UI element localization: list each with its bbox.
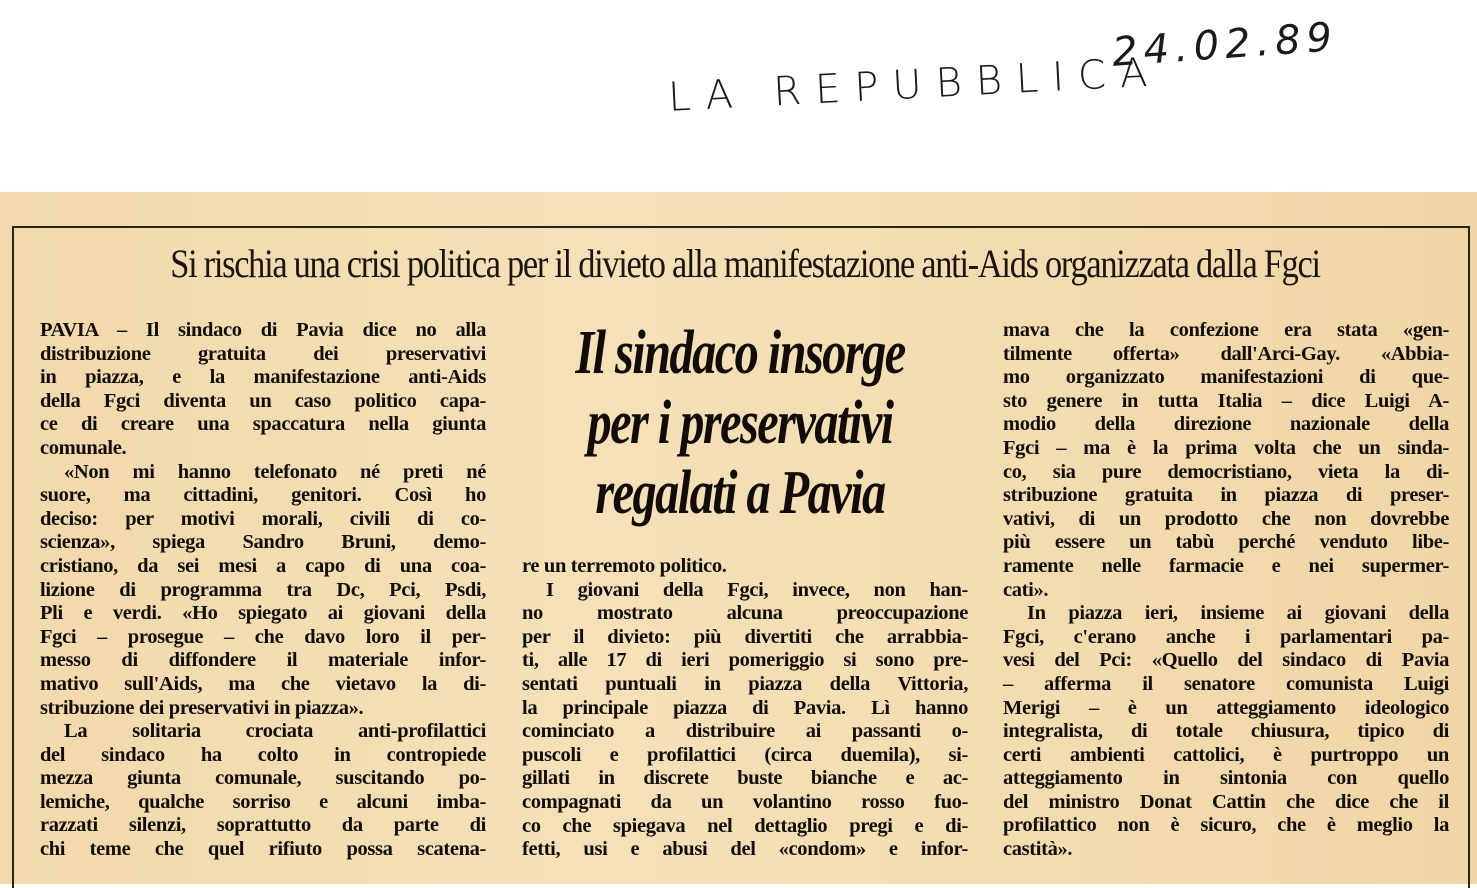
text-line: «Non mi hanno telefonato né preti né [64,460,486,483]
text-line: della Fgci diventa un caso politico capa- [40,389,486,412]
article-column-1 [40,319,486,862]
text-line: Fgci, c'erano anche i parlamentari pa- [1003,625,1449,648]
text-line: distribuzione gratuita dei preservativi [40,342,486,365]
text-line: Pli e verdi. «Ho spiegato ai giovani della [40,602,486,625]
text-line: – afferma il senatore comunista Luigi [1003,672,1449,695]
text-line: comunale. [40,436,127,459]
title-line: per i preservativi [587,389,893,457]
text-line: sentati puntuali in piazza della Vittoria, [522,672,968,695]
title-line: regalati a Pavia [595,459,885,527]
text-line: re un terremoto politico. [522,555,727,577]
text-line: mava che la confezione era stata «gen- [1003,319,1449,341]
text-line: suore, ma cittadini, genitori. Così ho [40,484,486,507]
text-line: I giovani della Fgci, invece, non han- [546,578,968,601]
text-line: cristiano, da sei mesi a capo di una coa- [40,554,486,577]
text-line: stribuzione gratuita in piazza di preser- [1003,484,1449,507]
text-line: cominciato a distribuire ai passanti o- [522,720,968,743]
text-line: sto genere in tutta Italia – dice Luigi A- [1003,389,1449,412]
text-line: razzati silenzi, soprattutto da parte di [40,814,486,837]
text-line: Merigi – è un atteggiamento ideologico [1003,696,1449,719]
text-line: del sindaco ha colto in contropiede [40,743,486,766]
text-line: in piazza, e la manifestazione anti-Aids [40,366,486,389]
text-line: puscoli e profilattici (circa duemila), si- [522,743,968,766]
text-line: Fgci – prosegue – che davo loro il per- [40,625,486,648]
handwritten-newspaper-name: LA REPUBBLICA [667,49,1163,121]
text-line: per il divieto: più divertiti che arrabbia- [522,625,968,648]
text-line: tilmente offerta» dall'Arci-Gay. «Abbia- [1003,342,1449,365]
text-line: più essere un tabù perché venduto libe- [1003,531,1449,554]
text-line: mativo sull'Aids, ma che vietavo la di- [40,672,486,695]
text-line: certi ambienti cattolici, è purtroppo un [1003,743,1449,766]
text-line: deciso: per motivi morali, civili di co- [40,507,486,530]
text-line: del ministro Donat Cattin che dice che il [1003,790,1449,813]
text-line: scienza», spiega Sandro Bruni, demo- [40,531,486,554]
text-line: gillati in discrete buste bianche e ac- [522,767,968,790]
text-line: lemiche, qualche sorriso e alcuni imba- [40,790,486,813]
text-line: Fgci – ma è la prima volta che un sinda- [1003,436,1449,459]
text-line: stribuzione dei preservativi in piazza». [40,696,364,719]
text-line: vesi del Pci: «Quello del sindaco di Pavia [1003,649,1449,672]
text-line: no mostrato alcuna preoccupazione [522,602,968,625]
text-line: modio della direzione nazionale della [1003,413,1449,436]
text-line: La solitaria crociata anti-profilattici [64,720,486,743]
article-headline: Si rischia una crisi politica per il divieto alla manifestazione anti-Aids organizzata dalla Fgci [170,241,1320,286]
article-title [520,318,960,528]
text-line: vativi, di un prodotto che non dovrebbe [1003,507,1449,530]
text-line: la principale piazza di Pavia. Lì hanno [522,696,968,719]
text-line: messo di diffondere il materiale infor- [40,649,486,672]
article-column-2 [522,555,968,862]
text-line: mo organizzato manifestazioni di que- [1003,366,1449,389]
handwritten-date: 24.02.89 [1110,14,1340,76]
text-line: castità». [1003,838,1073,861]
text-line: atteggiamento in sintonia con quello [1003,767,1449,790]
text-line: PAVIA – Il sindaco di Pavia dice no alla [40,319,486,341]
article-column-3 [1003,319,1449,862]
text-line: lizione di programma tra Dc, Pci, Psdi, [40,578,486,601]
text-line: In piazza ieri, insieme ai giovani della [1027,602,1449,625]
text-line: ramente nelle farmacie e nei supermer- [1003,554,1449,577]
title-line: Il sindaco insorge [575,319,905,387]
text-line: ti, alle 17 di ieri pomeriggio si sono pre- [522,649,968,672]
text-line: fetti, usi e abusi del «condom» e infor- [522,838,968,861]
text-line: cati». [1003,578,1049,601]
text-line: co, sia pure democristiano, vieta la di- [1003,460,1449,483]
text-line: co che spiegava nel dettaglio pregi e di- [522,814,968,837]
text-line: profilattico non è sicuro, che è meglio la [1003,814,1449,837]
text-line: compagnati da un volantino rosso fuo- [522,790,968,813]
text-line: chi teme che quel rifiuto possa scatena- [40,838,486,861]
text-line: mezza giunta comunale, suscitando po- [40,767,486,790]
text-line: integralista, di totale chiusura, tipico di [1003,720,1449,743]
text-line: ce di creare una spaccatura nella giunta [40,413,486,436]
